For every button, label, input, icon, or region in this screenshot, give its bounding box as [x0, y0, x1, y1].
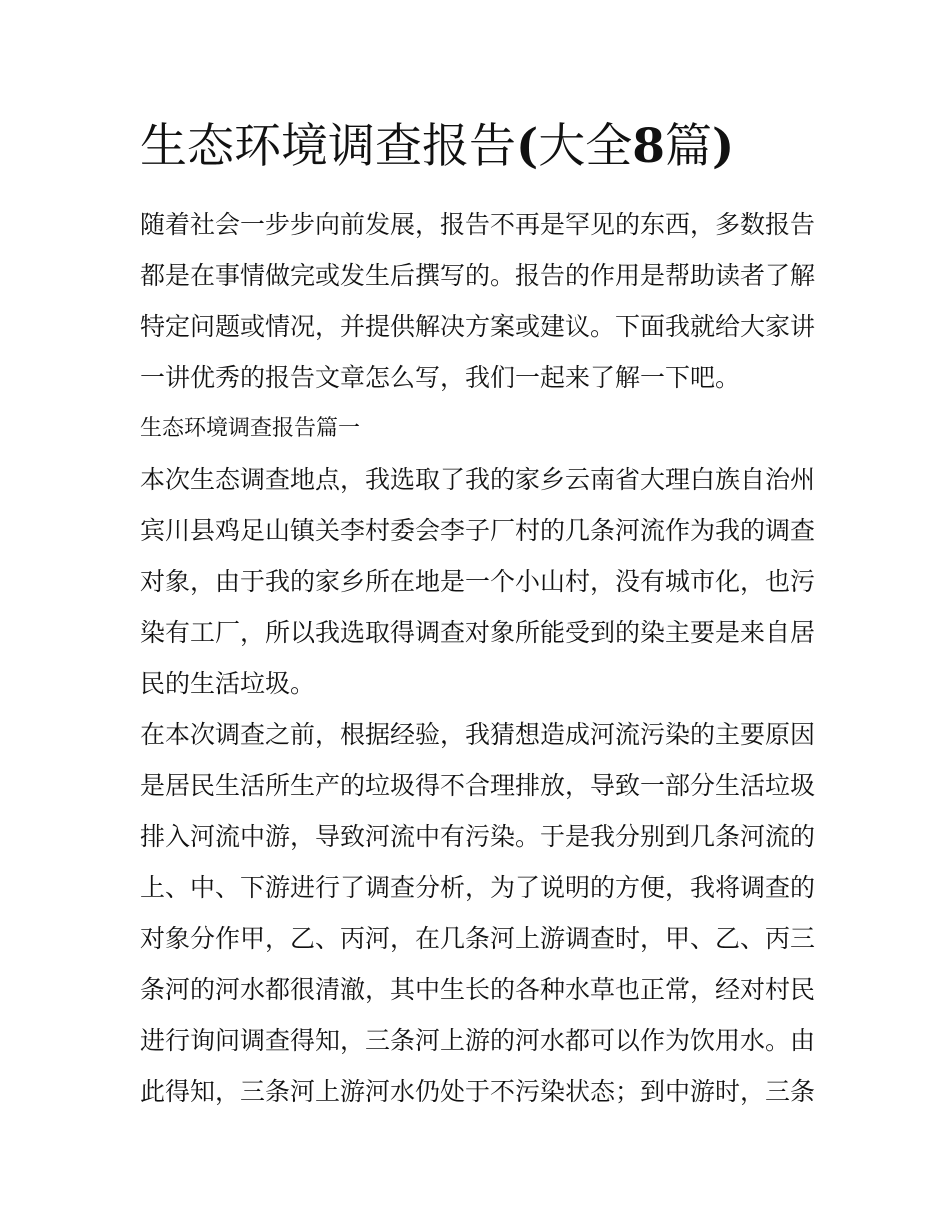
text-line: 条河的河水都很清澈，其中生长的各种水草也正常，经对村民	[140, 975, 816, 1004]
text-line: 民的生活垃圾。	[140, 669, 316, 698]
title-unit-text: 篇	[664, 119, 712, 174]
title-open-paren: (	[516, 119, 539, 174]
title-count-number: 8	[632, 119, 665, 174]
text-line: 排入河流中游，导致河流中有污染。于是我分别到几条河流的	[140, 822, 816, 851]
text-line: 一讲优秀的报告文章怎么写，我们一起来了解一下吧。	[140, 363, 741, 392]
section-heading: 生态环境调查报告篇一	[140, 416, 361, 441]
text-line: 随着社会一步步向前发展，报告不再是罕见的东西，多数报告	[140, 210, 816, 239]
text-line: 上、中、下游进行了调查分析，为了说明的方便，我将调查的	[140, 873, 816, 902]
text-line: 宾川县鸡足山镇关李村委会李子厂村的几条河流作为我的调查	[140, 516, 816, 545]
text-line: 对象分作甲，乙、丙河，在几条河上游调查时，甲、乙、丙三	[140, 924, 816, 953]
text-line: 在本次调查之前，根据经验，我猜想造成河流污染的主要原因	[140, 720, 816, 749]
document-title	[140, 112, 820, 182]
text-line: 对象，由于我的家乡所在地是一个小山村，没有城市化，也污	[140, 567, 816, 596]
document-body	[140, 199, 815, 1117]
text-line: 是居民生活所生产的垃圾得不合理排放，导致一部分生活垃圾	[140, 771, 816, 800]
text-line: 都是在事情做完或发生后撰写的。报告的作用是帮助读者了解	[140, 261, 816, 290]
text-line: 特定问题或情况，并提供解决方案或建议。下面我就给大家讲	[140, 312, 816, 341]
text-line: 进行询问调查得知，三条河上游的河水都可以作为饮用水。由	[140, 1026, 816, 1055]
text-line: 染有工厂，所以我选取得调查对象所能受到的染主要是来自居	[140, 618, 816, 647]
title-collection-text: 大全	[538, 119, 633, 174]
text-line: 此得知，三条河上游河水仍处于不污染状态；到中游时，三条	[140, 1077, 816, 1106]
text-line: 本次生态调查地点，我选取了我的家乡云南省大理白族自治州	[140, 465, 816, 494]
title-close-paren: )	[711, 119, 735, 174]
title-main-text: 生态环境调查报告	[140, 119, 516, 174]
